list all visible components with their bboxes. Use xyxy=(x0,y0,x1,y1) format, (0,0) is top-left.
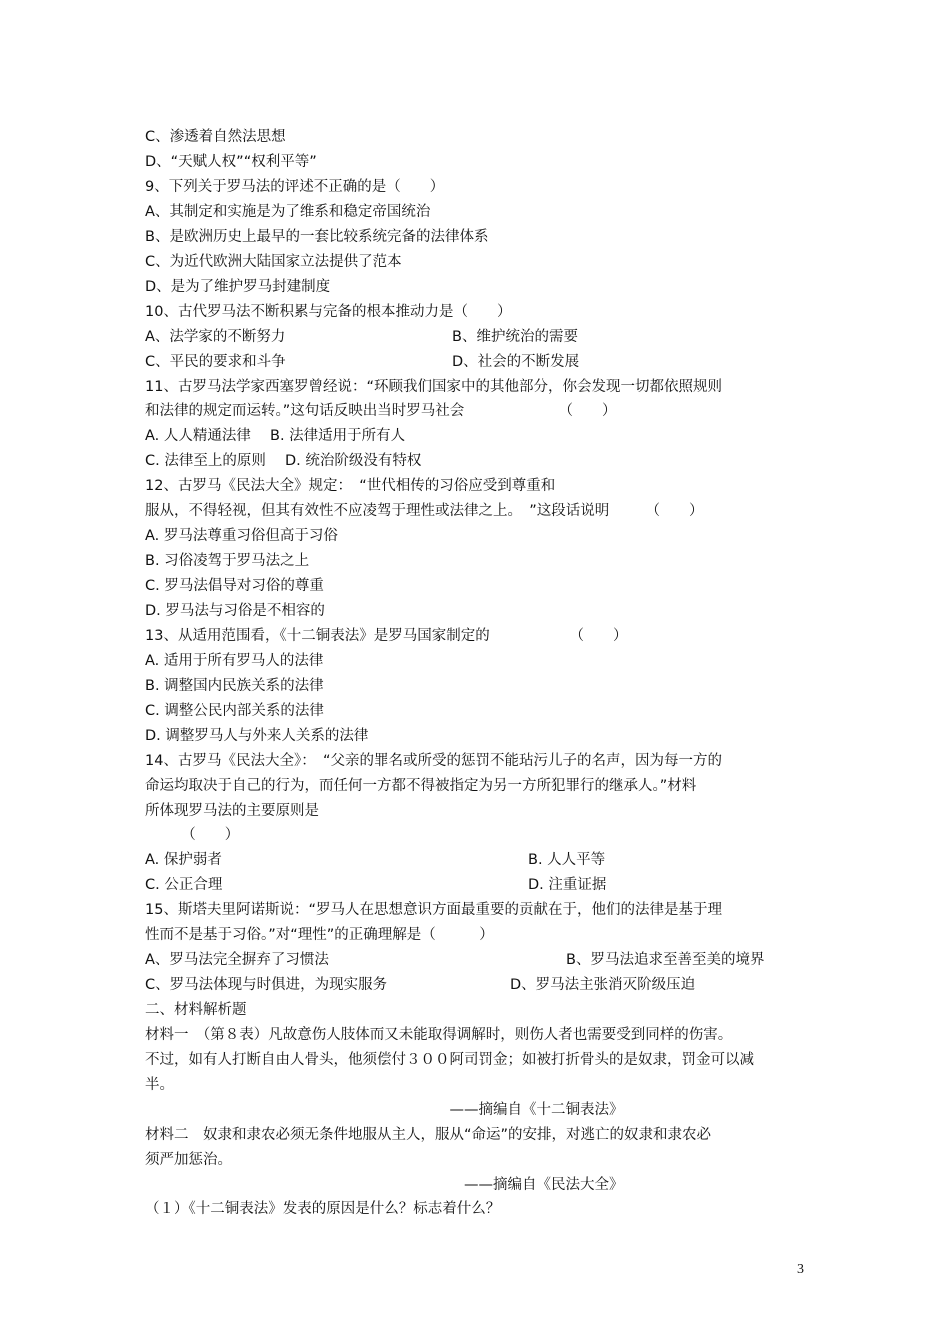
q10-stem: 10、古代罗马法不断积累与完备的根本推动力是（ ） xyxy=(145,304,512,320)
material-one-2: 不过，如有人打断自由人骨头，他须偿付３００阿司罚金；如被打折骨头的是奴隶，罚金可以减 xyxy=(145,1052,754,1068)
q10-option-b: B、维护统治的需要 xyxy=(452,329,578,345)
page-number: 3 xyxy=(797,1262,804,1277)
material-one-3: 半。 xyxy=(145,1077,174,1093)
q14-option-c: C. 公正合理 xyxy=(145,877,223,893)
q14-option-a: A. 保护弱者 xyxy=(145,852,222,868)
q13-option-b: B. 调整国内民族关系的法律 xyxy=(145,678,324,694)
q13-option-a: A. 适用于所有罗马人的法律 xyxy=(145,653,324,669)
q14-stem-1: 14、古罗马《民法大全》： “父亲的罪名或所受的惩罚不能玷污儿子的名声，因为每一方的 xyxy=(145,753,722,769)
q11-stem-2: 和法律的规定而运转。”这句话反映出当时罗马社会 （ ） xyxy=(145,403,617,419)
q9-option-b: B、是欧洲历史上最早的一套比较系统完备的法律体系 xyxy=(145,229,489,245)
q10-option-d: D、社会的不断发展 xyxy=(452,354,580,370)
q10-option-a: A、法学家的不断努力 xyxy=(145,329,286,345)
q14-option-b: B. 人人平等 xyxy=(528,852,606,868)
q11-stem-1: 11、古罗马法学家西塞罗曾经说：“环顾我们国家中的其他部分，你会发现一切都依照规则 xyxy=(145,379,722,395)
q14-answer-paren: （ ） xyxy=(145,827,240,843)
q14-option-d: D. 注重证据 xyxy=(528,877,607,893)
q15-option-c: C、罗马法体现与时俱进，为现实服务 xyxy=(145,977,388,993)
q14-stem-2: 命运均取决于自己的行为，而任何一方都不得被指定为另一方所犯罪行的继承人。”材料 xyxy=(145,778,697,794)
q15-option-b: B、罗马法追求至善至美的境界 xyxy=(566,952,765,968)
q9-stem: 9、下列关于罗马法的评述不正确的是（ ） xyxy=(145,179,445,195)
q13-option-c: C. 调整公民内部关系的法律 xyxy=(145,703,324,719)
q15-stem-2: 性而不是基于习俗。”对“理性”的正确理解是（ ） xyxy=(145,927,494,943)
q12-stem-2: 服从，不得轻视，但其有效性不应凌驾于理性或法律之上。 ”这段话说明 （ ） xyxy=(145,503,704,519)
q9-option-c: C、为近代欧洲大陆国家立法提供了范本 xyxy=(145,254,402,270)
q12-stem-1: 12、古罗马《民法大全》规定： “世代相传的习俗应受到尊重和 xyxy=(145,478,556,494)
q15-stem-1: 15、斯塔夫里阿诺斯说：“罗马人在思想意识方面最重要的贡献在于，他们的法律是基于理 xyxy=(145,902,722,918)
q12-option-b: B. 习俗凌驾于罗马法之上 xyxy=(145,553,310,569)
material-two-2: 须严加惩治。 xyxy=(145,1152,232,1168)
material-one-source: ——摘编自《十二铜表法》 xyxy=(145,1102,624,1118)
q12-option-a: A. 罗马法尊重习俗但高于习俗 xyxy=(145,528,338,544)
q13-option-d: D. 调整罗马人与外来人关系的法律 xyxy=(145,728,369,744)
q15-option-d: D、罗马法主张消灭阶级压迫 xyxy=(510,977,696,993)
question-1: （１）《十二铜表法》发表的原因是什么？标志着什么？ xyxy=(145,1201,501,1217)
material-one-1: 材料一 （第８表）凡故意伤人肢体而又未能取得调解时，则伤人者也需要受到同样的伤害。 xyxy=(145,1027,733,1043)
q13-stem: 13、从适用范围看，《十二铜表法》是罗马国家制定的 （ ） xyxy=(145,628,628,644)
q10-option-c: C、平民的要求和斗争 xyxy=(145,354,286,370)
q8-option-d: D、“天赋人权”“权利平等” xyxy=(145,154,317,170)
q12-option-c: C. 罗马法倡导对习俗的尊重 xyxy=(145,578,324,594)
q12-option-d: D. 罗马法与习俗是不相容的 xyxy=(145,603,325,619)
material-two-source: ——摘编自《民法大全》 xyxy=(145,1177,624,1193)
q11-options-cd: C. 法律至上的原则 D. 统治阶级没有特权 xyxy=(145,453,422,469)
q9-option-a: A、其制定和实施是为了维系和稳定帝国统治 xyxy=(145,204,431,220)
q11-options-ab: A. 人人精通法律 B. 法律适用于所有人 xyxy=(145,428,406,444)
q15-option-a: A、罗马法完全摒弃了习惯法 xyxy=(145,952,329,968)
q9-option-d: D、是为了维护罗马封建制度 xyxy=(145,279,331,295)
q14-stem-3: 所体现罗马法的主要原则是 xyxy=(145,803,319,819)
q8-option-c: C、渗透着自然法思想 xyxy=(145,129,286,145)
section-heading: 二、材料解析题 xyxy=(145,1002,247,1018)
material-two-1: 材料二 奴隶和隶农必须无条件地服从主人，服从“命运”的安排，对逃亡的奴隶和隶农必 xyxy=(145,1127,712,1143)
